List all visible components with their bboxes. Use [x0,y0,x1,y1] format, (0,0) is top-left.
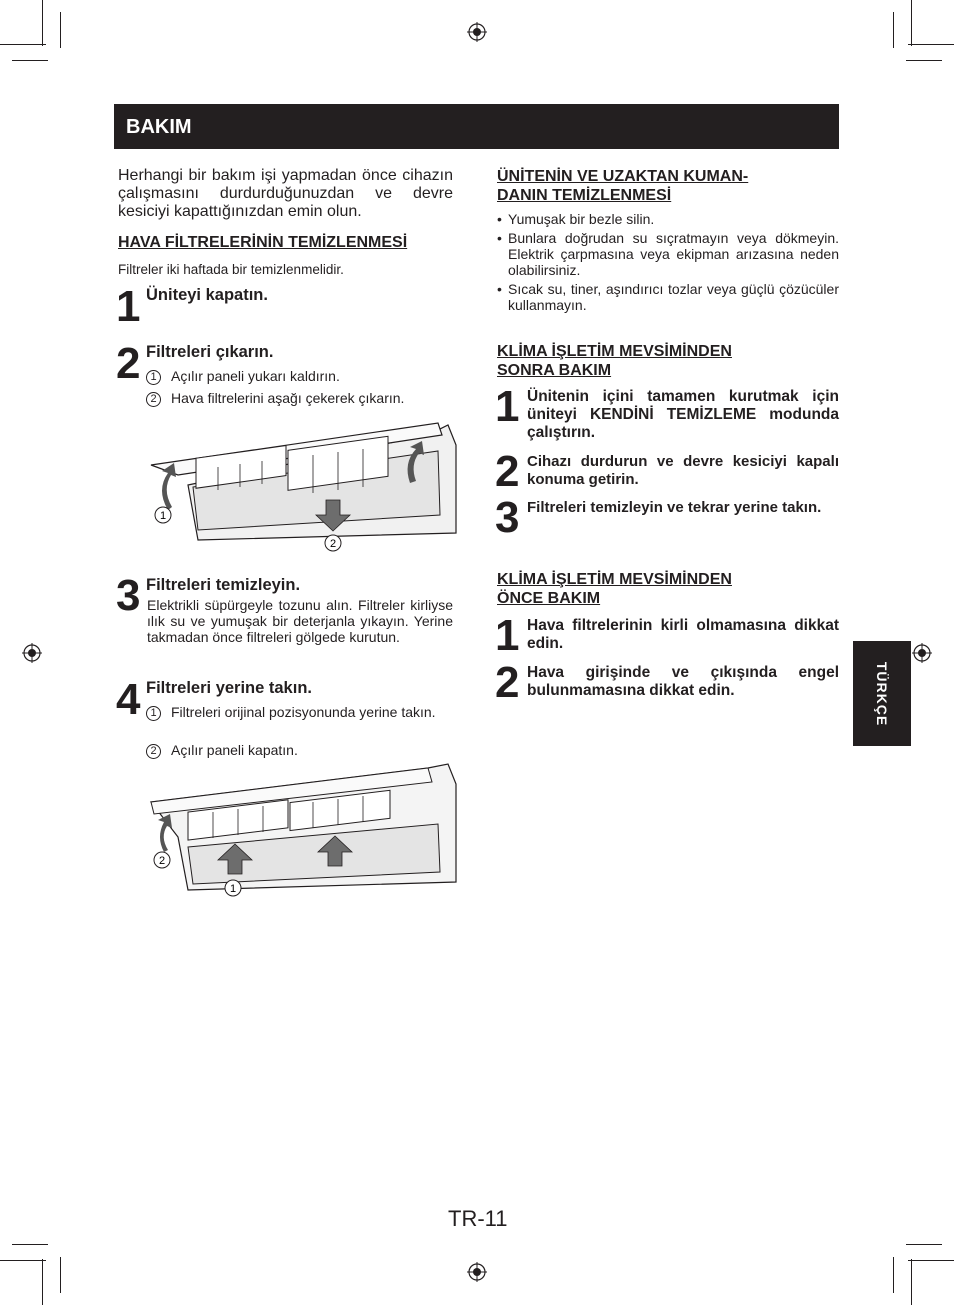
step-sub [146,390,456,407]
step-sub [146,368,456,385]
registration-mark [912,643,932,663]
step-number: 1 [495,382,518,431]
crop-mark [0,1260,46,1261]
language-tab [853,641,911,746]
step-number: 2 [495,658,518,707]
step-text: Filtreleri temizleyin ve tekrar yerine takın. [527,499,822,516]
heading-line: DANIN TEMİZLENMESİ [497,187,672,204]
crop-mark [911,0,912,46]
list-item: • Bunlara doğrudan su sıçratmayın veya dökmeyin. Elektrik çarpmasına veya ekipman arızasına neden olabilirsiniz. [497,230,839,278]
heading-line: SONRA BAKIM [497,362,612,379]
step-number: 4 [116,675,139,724]
step-sub [146,742,456,759]
crop-mark [42,1259,43,1305]
heading-line: KLİMA İŞLETİM MEVSİMİNDEN [497,343,732,360]
step-title: Filtreleri yerine takın. [146,679,312,697]
step-text: Cihazı durdurun ve devre kesiciyi kapalı konuma getirin. [527,453,839,488]
unit-cleaning-bullets [497,211,839,313]
registration-mark [22,643,42,663]
step-title: Üniteyi kapatın. [146,286,268,304]
page-number: TR-11 [448,1206,508,1231]
crop-mark [908,1260,954,1261]
crop-mark [60,1257,61,1293]
after-season-heading [497,342,842,380]
crop-mark [893,1257,894,1293]
unit-cleaning-heading [497,167,842,205]
filters-heading: HAVA FİLTRELERİNİN TEMİZLENMESİ [118,234,408,251]
intro-text: Herhangi bir bakım işi yapmadan önce cihazın çalışmasını durdurduğunuzdan ve devre kesiciyi kapattığınızdan emin olun. [118,167,453,220]
heading-line: ÜNİTENİN VE UZAKTAN KUMAN- [497,168,749,185]
step-sub-text: Açılır paneli yukarı kaldırın. [171,368,340,384]
heading-line: ÖNCE BAKIM [497,590,601,607]
step-title: Filtreleri çıkarın. [146,343,274,361]
list-item: • Yumuşak bir bezle silin. [497,211,839,227]
circled-number: 1 [146,706,161,721]
list-item: • Sıcak su, tiner, aşındırıcı tozlar veya güçlü çözücüler kullanmayın. [497,281,839,313]
filters-note: Filtreler iki haftada bir temizlenmelidir. [118,262,344,277]
step-number: 3 [116,571,139,620]
before-season-heading [497,570,842,608]
crop-mark [908,44,954,45]
figure-label: 1 [159,510,167,522]
circled-number: 2 [146,744,161,759]
registration-mark [467,1262,487,1282]
step-number: 1 [495,611,518,660]
step-number: 3 [495,493,518,542]
crop-mark [60,12,61,48]
circled-number: 1 [146,370,161,385]
step-sub-text: Filtreleri orijinal pozisyonunda yerine takın. [171,704,436,720]
step-text: Hava girişinde ve çıkışında engel bulunmamasına dikkat edin. [527,664,839,699]
figure-label: 2 [158,855,166,867]
step-title: Filtreleri temizleyin. [146,576,301,594]
step-text: Hava filtrelerinin kirli olmamasına dikkat edin. [527,617,839,652]
language-label: TÜRKÇE [874,661,890,726]
step-number: 1 [116,282,139,331]
page-title: BAKIM [126,116,192,138]
registration-mark [467,22,487,42]
crop-mark [906,60,942,61]
figure-label: 2 [329,538,337,550]
filter-install-illustration [148,762,458,902]
section-header [114,104,839,149]
crop-mark [12,1244,48,1245]
heading-line: KLİMA İŞLETİM MEVSİMİNDEN [497,571,732,588]
crop-mark [893,12,894,48]
figure-label: 1 [229,883,237,895]
crop-mark [911,1259,912,1305]
step-sub-text: Hava filtrelerini aşağı çekerek çıkarın. [171,390,405,406]
step-sub-text: Açılır paneli kapatın. [171,742,298,758]
filter-removal-illustration [148,415,458,555]
crop-mark [906,1244,942,1245]
step-number: 2 [116,339,139,388]
circled-number: 2 [146,392,161,407]
crop-mark [12,60,48,61]
step-text: Ünitenin içini tamamen kurutmak için üniteyi KENDİNİ TEMİZLEME modunda çalıştırın. [527,388,839,441]
step-body: Elektrikli süpürgeyle tozunu alın. Filtreler kirliyse ılık su ve yumuşak bir deterjanla yıkayın. Yerine takmadan önce filtreleri gölgede kurutun. [147,597,453,645]
step-sub [146,704,453,721]
step-number: 2 [495,447,518,496]
crop-mark [42,0,43,46]
crop-mark [0,44,46,45]
